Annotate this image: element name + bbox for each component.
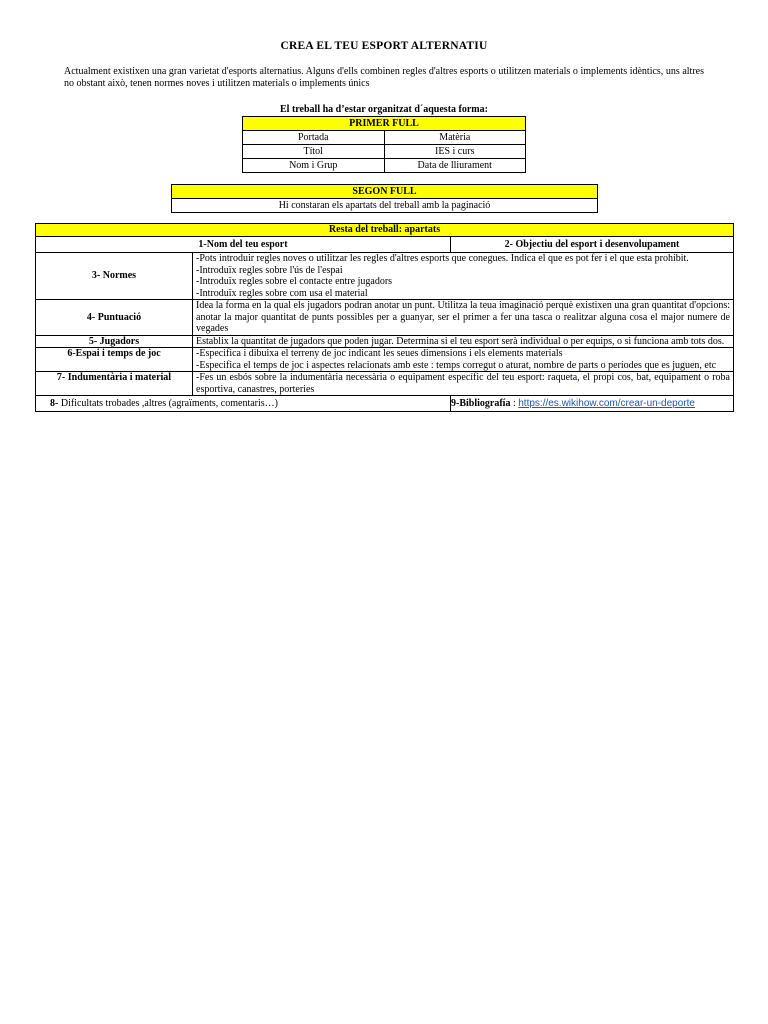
desc-line: -Introduïx regles sobre l'ús de l'espai — [196, 264, 343, 276]
segon-full-text: Hi constaran els apartats del treball amb la paginació — [172, 199, 598, 213]
table-row — [36, 396, 734, 412]
table-row — [36, 372, 734, 396]
primer-full-header: PRIMER FULL — [243, 117, 526, 131]
table-cell: Data de lliurament — [384, 159, 526, 173]
desc-line: -Especifica el temps de joc i aspectes relacionats amb este : temps corregut o aturat, nombre de parts o períodes que es juguen, etc — [196, 359, 717, 371]
table-cell: Títol — [243, 145, 385, 159]
col-nom-esport: 1-Nom del teu esport — [36, 237, 451, 253]
table-cell: Portada — [243, 131, 385, 145]
table-cell: IES i curs — [384, 145, 526, 159]
desc-line: Idea la forma en la qual els jugadors podran anotar un punt. Utilitza la teua imaginació perquè existixen una gran quantitat d'opcions: anotar la major quantitat de punts possibles per a guanyar, ser el primer a fer una tasca o realitzar alguna cosa el major numere de vegades — [196, 300, 730, 334]
resta-header: Resta del treball: apartats — [36, 224, 734, 237]
section-label-puntuacio: 4- Puntuació — [36, 300, 193, 336]
table-row — [243, 159, 526, 173]
table-row — [36, 335, 734, 348]
organization-heading: El treball ha d’estar organitzat d´aquesta forma: — [280, 104, 488, 115]
section-desc-espai — [193, 348, 734, 372]
desc-line: -Introduïx regles sobre el contacte entre jugadors — [196, 276, 393, 287]
page-title: CREA EL TEU ESPORT ALTERNATIU — [280, 40, 488, 52]
section-label-indumentaria: 7- Indumentària i material — [36, 372, 193, 396]
bibliografia-link[interactable]: https://es.wikihow.com/crear-un-deporte — [518, 397, 695, 409]
desc-line: Establix la quantitat de jugadors que poden jugar. Determina si el teu esport serà individual o per equips, o si funciona amb tots dos. — [196, 335, 725, 347]
section-label-espai: 6-Espai i temps de joc — [36, 348, 193, 372]
footer-bibliografia — [451, 396, 734, 412]
footer-dificultats — [36, 396, 451, 412]
section-desc-indumentaria — [193, 372, 734, 396]
desc-line: -Pots introduir regles noves o utilitzar les regles d'altres esports que conegues. Indica el que es pot fer i el que esta prohibit. — [196, 253, 689, 264]
section-desc-normes — [193, 253, 734, 300]
desc-line: -Especifica i dibuixa el terreny de joc indicant les seues dimensions i els elements materials — [196, 348, 563, 359]
table-row — [36, 253, 734, 300]
section-desc-jugadors — [193, 335, 734, 348]
segon-full-table — [171, 184, 598, 213]
footer-bibliografia-label: 9-Bibliografía — [451, 397, 511, 409]
resta-table — [35, 223, 734, 412]
primer-full-table — [242, 116, 526, 173]
table-cell: Nom i Grup — [243, 159, 385, 173]
desc-line: -Introduïx regles sobre com usa el material — [196, 287, 368, 299]
desc-line: -Fes un esbós sobre la indumentària necessària o equipament específic del teu esport: raqueta, el propi cos, bat, equipament o roba esportiva, canastres, porteries — [196, 372, 730, 395]
section-label-normes: 3- Normes — [36, 253, 193, 300]
table-row — [243, 131, 526, 145]
table-row — [36, 300, 734, 336]
col-objectiu: 2- Objectiu del esport i desenvolupament — [451, 237, 734, 253]
table-row — [36, 348, 734, 372]
intro-paragraph: Actualment existixen una gran varietat d'esports alternatius. Alguns d'ells combinen regles d'altres esports o utilitzen materials o implements idèntics, uns altres no obstant això, tenen normes noves i utilitzen materials o implements únics — [64, 66, 704, 89]
section-desc-puntuacio — [193, 300, 734, 336]
footer-bibliografia-sep: : — [510, 397, 519, 409]
segon-full-header: SEGON FULL — [172, 185, 598, 199]
section-label-jugadors: 5- Jugadors — [36, 335, 193, 348]
table-cell: Matèria — [384, 131, 526, 145]
footer-dificultats-number: 8- — [50, 397, 59, 409]
table-row — [243, 145, 526, 159]
footer-dificultats-text: Dificultats trobades ,altres (agraïments, comentaris…) — [58, 397, 278, 409]
